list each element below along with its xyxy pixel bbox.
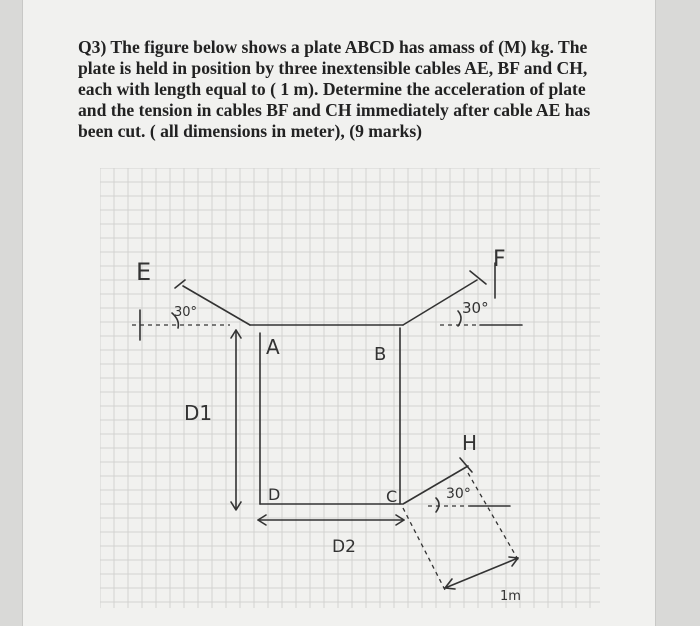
question-text [78, 37, 623, 142]
label-cable-length: 1m [500, 589, 521, 604]
label-d: D [268, 485, 281, 504]
label-c: C [386, 487, 398, 506]
label-angle-left: 30° [174, 305, 198, 320]
question-line-1: Q3) The figure below shows a plate ABCD has amass of (M) kg. The [78, 37, 588, 57]
label-f: F [493, 247, 506, 272]
label-a: A [266, 335, 280, 359]
label-d2: D2 [332, 537, 356, 557]
label-angle-right: 30° [462, 299, 489, 317]
dimension-d2 [258, 515, 404, 525]
question-line-3: each with length equal to ( 1 m). Determine the acceleration of plate [78, 79, 586, 99]
question-line-2: plate is held in position by three inextensible cables AE, BF and CH, [78, 58, 588, 78]
question-line-5: been cut. ( all dimensions in meter), (9 marks) [78, 121, 423, 141]
question-line-4: and the tension in cables BF and CH immediately after cable AE has [78, 100, 591, 120]
label-angle-bottom: 30° [446, 486, 471, 502]
label-h: H [462, 431, 478, 455]
label-e: E [136, 258, 152, 286]
label-b: B [374, 344, 387, 365]
plate-cable-figure [100, 168, 600, 608]
label-d1: D1 [184, 401, 213, 425]
